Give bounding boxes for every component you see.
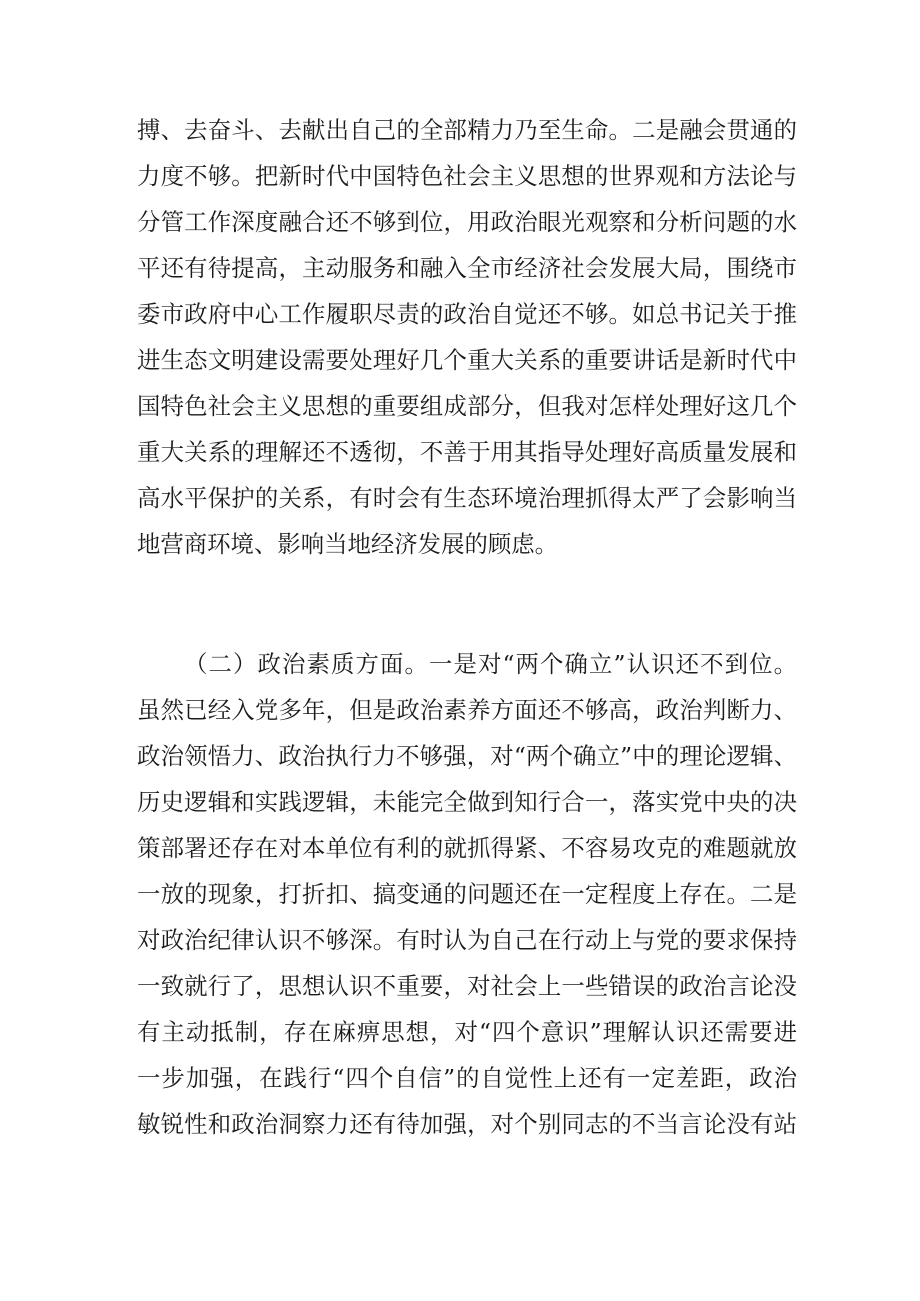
text-line: 政治领悟力、政治执行力不够强，对“两个确立”中的理论逻辑、 [137,742,797,770]
text-line: 搏、去奋斗、去献出自己的全部精力乃至生命。二是融会贯通的 [137,116,797,144]
text-line: 力度不够。把新时代中国特色社会主义思想的世界观和方法论与 [137,162,797,190]
text-line: 一放的现象，打折扣、搞变通的问题还在一定程度上存在。二是 [137,880,797,908]
paragraph-1 [137,107,797,567]
text-line: 一致就行了，思想认识不重要，对社会上一些错误的政治言论没 [137,972,797,1000]
section-heading-line: （二）政治素质方面。一是对“两个确立”认识还不到位。 [184,650,797,678]
text-line: 一步加强，在践行“四个自信”的自觉性上还有一定差距，政治 [137,1064,797,1092]
text-line: 策部署还存在对本单位有利的就抓得紧、不容易攻克的难题就放 [137,834,797,862]
text-line: 敏锐性和政治洞察力还有待加强，对个别同志的不当言论没有站 [137,1110,797,1138]
text-line: 重大关系的理解还不透彻，不善于用其指导处理好高质量发展和 [137,438,797,466]
text-line: 历史逻辑和实践逻辑，未能完全做到知行合一，落实党中央的决 [137,788,797,816]
text-line: 分管工作深度融合还不够到位，用政治眼光观察和分析问题的水 [137,208,797,236]
text-line: 进生态文明建设需要处理好几个重大关系的重要讲话是新时代中 [137,346,797,374]
text-line: 委市政府中心工作履职尽责的政治自觉还不够。如总书记关于推 [137,300,797,328]
text-line: 有主动抵制，存在麻痹思想，对“四个意识”理解认识还需要进 [137,1018,797,1046]
text-line: 平还有待提高，主动服务和融入全市经济社会发展大局，围绕市 [137,254,797,282]
text-line: 高水平保护的关系，有时会有生态环境治理抓得太严了会影响当 [137,484,797,512]
text-line: 虽然已经入党多年，但是政治素养方面还不够高，政治判断力、 [137,696,797,724]
text-line: 对政治纪律认识不够深。有时认为自己在行动上与党的要求保持 [137,926,797,954]
paragraph-2 [137,641,797,1147]
text-line: 国特色社会主义思想的重要组成部分，但我对怎样处理好这几个 [137,392,797,420]
text-line: 地营商环境、影响当地经济发展的顾虑。 [137,530,559,558]
